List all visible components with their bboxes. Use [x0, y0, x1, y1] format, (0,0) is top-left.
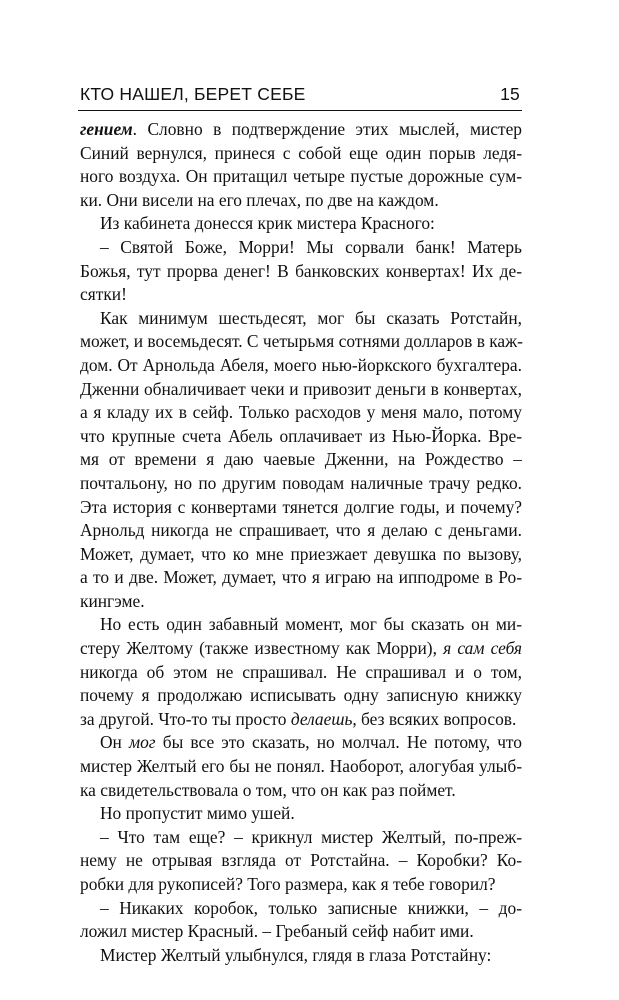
text-line: [80, 897, 522, 921]
text-segment: Эта история с конвертами тянется долгие годы, и почему?: [80, 496, 522, 517]
text-line: [80, 684, 522, 708]
text-segment: почему я продолжаю исписывать одну записную книжку: [80, 685, 522, 706]
text-line: [80, 566, 522, 590]
text-segment: Мистер Желтый улыбнулся, глядя в глаза Ротстайну:: [100, 944, 492, 965]
text-line: [80, 118, 522, 142]
emphasis-text: я сам себя: [443, 638, 523, 659]
text-segment: никогда об этом не спрашивал. Не спрашивал и о том,: [80, 661, 522, 682]
text-line: [80, 212, 522, 236]
text-segment: ка свидетельствовала о том, что он как раз поймет.: [80, 779, 456, 800]
running-title: КТО НАШЕЛ, БЕРЕТ СЕБЕ: [80, 84, 306, 104]
text-segment: – Святой Боже, Морри! Мы сорвали банк! Матерь: [100, 236, 522, 257]
text-segment: сятки!: [80, 284, 127, 305]
text-segment: Арнольд никогда не спрашивает, что я делаю с деньгами.: [80, 520, 522, 541]
text-line: [80, 661, 522, 685]
text-line: [80, 944, 522, 968]
text-line: [80, 142, 522, 166]
text-line: [80, 920, 522, 944]
text-line: [80, 826, 522, 850]
text-line: [80, 731, 522, 755]
text-segment: стеру Желтому (также известному как Морри),: [80, 638, 444, 659]
text-line: [80, 354, 522, 378]
text-segment: Из кабинета донесся крик мистера Красного:: [100, 213, 435, 234]
text-segment: что крупные счета Абель оплачивает из Нью-Йорка. Вре-: [80, 425, 522, 446]
text-segment: ного воздуха. Он притащил четыре пустые дорожные сум-: [80, 166, 522, 187]
text-line: [80, 613, 522, 637]
text-line: [80, 590, 522, 614]
text-line: [80, 378, 522, 402]
emphasis-text: делаешь: [290, 708, 353, 729]
text-line: [80, 708, 522, 732]
text-line: [80, 779, 522, 803]
text-line: [80, 543, 522, 567]
text-line: [80, 165, 522, 189]
text-segment: Может, думает, что ко мне приезжает девушка по вызову,: [80, 543, 522, 564]
text-line: [80, 283, 522, 307]
emphasis-text: гением: [80, 119, 133, 139]
text-segment: Как минимум шестьдесят, мог бы сказать Ротстайн,: [100, 307, 522, 328]
running-head: [80, 84, 520, 106]
text-line: [80, 448, 522, 472]
text-segment: может, и восемьдесят. С четырьмя сотнями долларов в каж-: [80, 331, 523, 352]
header-rule: [78, 110, 522, 111]
text-line: [80, 496, 522, 520]
text-segment: ки. Они висели на его плечах, по две на каждом.: [80, 189, 439, 210]
text-line: [80, 519, 522, 543]
text-line: [80, 307, 522, 331]
text-segment: – Никаких коробок, только записные книжки, – до-: [100, 897, 522, 918]
text-line: [80, 873, 522, 897]
text-line: [80, 236, 522, 260]
text-line: [80, 637, 522, 661]
text-segment: Дженни обналичивает чеки и привозит деньги в конвертах,: [80, 378, 522, 399]
text-segment: Он: [100, 732, 130, 753]
text-line: [80, 260, 522, 284]
text-segment: мя от времени я даю чаевые Дженни, на Рождество –: [80, 449, 522, 470]
text-line: [80, 472, 522, 496]
text-segment: а то и две. Может, думает, что я играю на ипподроме в Ро-: [80, 567, 522, 588]
text-segment: Божья, тут прорва денег! В банковских конвертах! Их де-: [80, 260, 522, 281]
page-number: 15: [500, 84, 520, 104]
text-segment: ложил мистер Красный. – Гребаный сейф набит ими.: [80, 921, 474, 942]
text-line: [80, 802, 522, 826]
text-line: [80, 330, 522, 354]
text-segment: Синий вернулся, принеся с собой еще один порыв ледя-: [80, 142, 522, 163]
text-segment: , без всяких вопросов.: [352, 708, 517, 729]
text-segment: почтальону, но по другим поводам наличные трачу редко.: [80, 472, 522, 493]
text-segment: кингэме.: [80, 590, 145, 611]
text-segment: Но пропустит мимо ушей.: [100, 803, 295, 824]
body-text: [80, 118, 522, 967]
text-segment: нему не отрывая взгляда от Ротстайна. – Коробки? Ко-: [80, 850, 522, 871]
text-segment: – Что там еще? – крикнул мистер Желтый, по-преж-: [100, 826, 522, 847]
text-segment: робки для рукописей? Того размера, как я тебе говорил?: [80, 874, 496, 894]
text-segment: мистер Желтый его бы не понял. Наоборот, алогубая улыб-: [80, 756, 522, 777]
text-segment: а я кладу их в сейф. Только расходов у меня мало, потому: [80, 402, 522, 423]
text-segment: бы все это сказать, но молчал. Не потому, что: [155, 732, 523, 753]
emphasis-text: мог: [129, 732, 156, 753]
text-line: [80, 401, 522, 425]
text-line: [80, 755, 522, 779]
text-segment: Но есть один забавный момент, мог бы сказать он ми-: [100, 614, 522, 635]
text-line: [80, 849, 522, 873]
text-segment: . Словно в подтверждение этих мыслей, мистер: [132, 119, 522, 139]
text-segment: дом. От Арнольда Абеля, моего нью-йоркского бухгалтера.: [80, 354, 522, 375]
text-line: [80, 189, 522, 213]
text-line: [80, 425, 522, 449]
text-segment: за другой. Что-то ты просто: [80, 708, 291, 729]
